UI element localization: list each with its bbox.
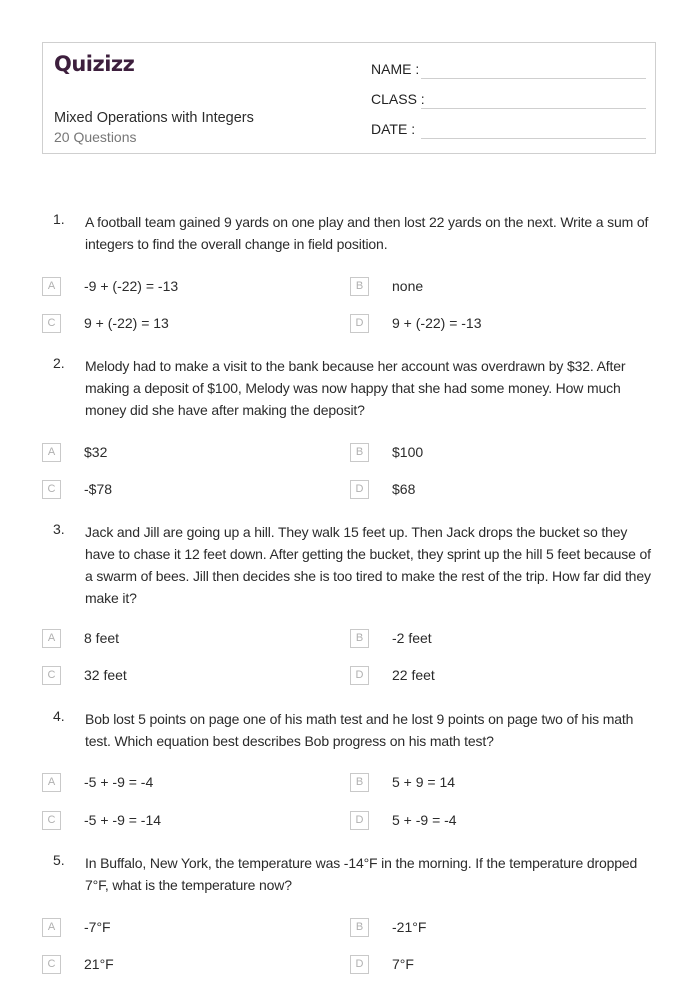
option-letter: D — [350, 480, 369, 499]
question-number: 1. — [53, 211, 65, 227]
option-letter: B — [350, 773, 369, 792]
option-letter: D — [350, 666, 369, 685]
option-text: 9 + (-22) = -13 — [392, 315, 482, 331]
option-letter: C — [42, 314, 61, 333]
option-text: 5 + -9 = -4 — [392, 812, 457, 828]
option-text: 5 + 9 = 14 — [392, 774, 456, 790]
question-text: Melody had to make a visit to the bank because her account was overdrawn by $32. After making a deposit of $100, Melody was now happy that she had some money. How much money did she have after making the deposit? — [85, 358, 626, 418]
option-letter: B — [350, 443, 369, 462]
date-line[interactable] — [421, 138, 646, 139]
option-letter: C — [42, 480, 61, 499]
name-label: NAME : — [371, 61, 420, 77]
option-text: 22 feet — [392, 667, 435, 683]
option-text: -21°F — [392, 919, 427, 935]
question-text: A football team gained 9 yards on one play and then lost 22 yards on the next. Write a sum of integers to find the overall change in field position. — [85, 214, 649, 252]
option-text: $32 — [84, 444, 108, 460]
worksheet-header — [42, 42, 656, 154]
option-letter: A — [42, 918, 61, 937]
option-letter: B — [350, 277, 369, 296]
option-letter: D — [350, 955, 369, 974]
option-letter: C — [42, 666, 61, 685]
option-letter: A — [42, 277, 61, 296]
option-text: 8 feet — [84, 630, 120, 646]
question-number: 5. — [53, 852, 65, 868]
option-text: -5 + -9 = -4 — [84, 774, 154, 790]
option-letter: A — [42, 773, 61, 792]
option-text: $68 — [392, 481, 416, 497]
option-letter: C — [42, 955, 61, 974]
option-text: -5 + -9 = -14 — [84, 812, 162, 828]
option-text: -9 + (-22) = -13 — [84, 278, 179, 294]
option-text: -$78 — [84, 481, 113, 497]
date-label: DATE : — [371, 121, 416, 137]
quizizz-logo: Quizizz — [54, 52, 135, 76]
worksheet-title: Mixed Operations with Integers — [54, 110, 254, 126]
option-text: 7°F — [392, 956, 414, 972]
option-letter: A — [42, 629, 61, 648]
question-text: Bob lost 5 points on page one of his math test and he lost 9 points on page two of his math test. Which equation best describes Bob progress on his math test? — [85, 711, 634, 749]
option-text: -2 feet — [392, 630, 432, 646]
question-number: 4. — [53, 708, 65, 724]
option-letter: D — [350, 811, 369, 830]
option-text: $100 — [392, 444, 424, 460]
option-letter: D — [350, 314, 369, 333]
option-text: 9 + (-22) = 13 — [84, 315, 169, 331]
option-text: none — [392, 278, 424, 294]
option-letter: B — [350, 629, 369, 648]
class-line[interactable] — [421, 108, 646, 109]
question-text: In Buffalo, New York, the temperature was -14°F in the morning. If the temperature dropped 7°F, what is the temperature now? — [85, 855, 638, 893]
question-number: 2. — [53, 355, 65, 371]
class-label: CLASS : — [371, 91, 425, 107]
question-text: Jack and Jill are going up a hill. They walk 15 feet up. Then Jack drops the bucket so they have to chase it 12 feet down. After getting the bucket, they sprint up the hill 5 feet because of a swarm of bees. Jill then decides she is too tired to make the rest of the trip. How far did they make it? — [85, 524, 651, 606]
option-text: -7°F — [84, 919, 111, 935]
question-number: 3. — [53, 521, 65, 537]
question-count: 20 Questions — [54, 129, 137, 145]
option-text: 21°F — [84, 956, 114, 972]
option-letter: C — [42, 811, 61, 830]
option-text: 32 feet — [84, 667, 127, 683]
name-line[interactable] — [421, 78, 646, 79]
option-letter: A — [42, 443, 61, 462]
option-letter: B — [350, 918, 369, 937]
